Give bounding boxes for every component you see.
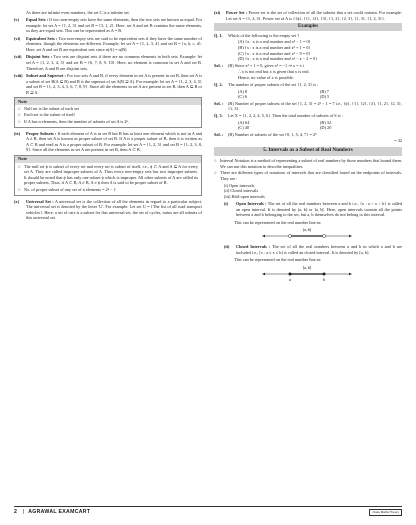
q2-options — [214, 89, 402, 100]
item-text: Power set is the set of collection of all the subsets that a set could contain. For example: Let set A = {1, 2, 3}. Power set of A is {{ϕ}, {1}, {2}, {3}, {1, 2}, {2, 3}, {1, 3}, {1, 2, 3}}. — [226, 10, 403, 21]
option: (D) {x : x is a real number and x² − z − 2 = 0} — [238, 56, 318, 62]
item-title: Equal Sets : — [26, 17, 49, 23]
item-text: If each element of A is in set B but B has at least one element which is not in A and A ≠ B, then set A is known as proper subset of set B. If A is a proper subset of B, then it is written as A ⊂ B and read as A is a proper subset of B. For example: let set A = {1, 2, 3} and set B = {1, 2, 3, 8, 9}. Since all the elements in set A are present in set B, then A ⊂ B. — [26, 130, 202, 153]
section-bullet: ○ There are different types of notations of intervals that are classified based on the endpoints of intervals. They are : — [214, 170, 402, 181]
brand-name: AGRAWAL EXAMCART — [28, 509, 91, 515]
left-column — [14, 10, 202, 223]
item-num: (ii) — [224, 244, 230, 250]
endpoint-label-b: b — [323, 276, 325, 282]
item-num: (xi) — [214, 10, 221, 15]
note-item: ○ No. of proper subset of any set of n elements = 2ⁿ − 1 — [18, 186, 116, 192]
item-title: Disjoint Sets : — [26, 54, 53, 60]
footer-logo: Class Maths Theory — [369, 509, 402, 516]
endpoint-label-a: a — [289, 276, 291, 282]
right-column — [214, 10, 402, 286]
question-2: Q. 2. The number of proper subsets of the set {1, 2, 3} is : — [214, 82, 319, 88]
item-title: Universal Set : — [26, 198, 54, 204]
interval-type: (ii) Closed intervals — [224, 188, 259, 194]
interval-type: (i) Open intervals — [224, 182, 255, 188]
number-line-caption: This can be represented on the real number line as: — [234, 219, 322, 225]
solution-1: Sol. : (B) Since x² + 1 = 0, gives x² = −1 ⇒ x = ± i — [214, 62, 305, 68]
item-disjoint-sets — [14, 54, 202, 71]
note-item: ○ Each set is the subset of itself — [18, 112, 75, 118]
option: (A) 64 — [238, 119, 250, 125]
closed-interval-label: [a, b] — [302, 264, 312, 270]
item-subset-superset — [14, 73, 202, 95]
open-interval-number-line — [262, 227, 352, 241]
open-endpoint-b — [323, 235, 326, 238]
item-text: The set of all the real numbers between a and b i.e., {x : a < x < b} is called an open interval. It is denoted by (a, b) or ]a, b[. Here, open intervals contain all the points between a and b belonging to the set, but a, b themselves do not belong to this interval. — [236, 201, 402, 218]
section-heading: 5. Intervals as a Subset of Real Numbers — [214, 147, 402, 156]
item-title: Subset and Superset : — [26, 72, 66, 78]
note-item: ○ The null set ϕ is subset of every set and every set is subset of itself, i.e., ϕ ⊂ A and A ⊆ A for every set A. They are called improper subsets of A. Thus every non-empty sets has two improper subsets. It should be noted that ϕ has only one subset ϕ which is improper. All other subsets of A are called its proper subsets. Thus, if A ⊂ B, A ≠ B, A ≠ ϕ then A is said to be proper subset of B. — [18, 163, 198, 186]
question-1: Q. 1. Which of the following is the empty set ? — [214, 32, 300, 38]
option: (B) 7 — [320, 88, 329, 94]
item-num: (x) — [14, 198, 20, 204]
solution-3-tail: = 32 — [394, 138, 402, 144]
option: (B) 32 — [320, 119, 332, 125]
question-3: Q. 3. Let X = {1, 2, 3, 4, 5, 6}. Then the total number of subsets of S is : — [214, 113, 343, 118]
option: (D) 20 — [320, 125, 332, 131]
solution-line: ∴ x is not real but x is given that x is real. — [238, 69, 310, 75]
item-text: For two sets A and B, if every element in set A is present in set B, then set A is a subset of set B(A ⊆ B) and B is the superset of set A(B ⊇ A). For example: let set A = {1, 2, 3, 4, 5} and set B = {1, 2, 3, 4, 5, 6, 7, 8, 9}. Since all the elements in set A are present in set B, then A ⊆ B or B ⊇ A. — [26, 72, 203, 95]
number-line-caption: This can be represented on the real number line as: — [234, 257, 322, 263]
solution-2: Sol. : (B) Number of proper subsets of the set {1, 2, 3} = 2³ − 1 = 7 i.e., {ϕ}, {1}, {2}, {3}, {1, 2}, {2, 3}, {1, 3}. — [214, 100, 402, 112]
option: (D) 5 — [320, 94, 330, 100]
solution-1-lines — [214, 69, 402, 80]
page-number: 2 — [14, 509, 17, 515]
item-text: Two non-empty sets are said to be equivalent sets if they have the same number of elements, though the elements are different. Example: let set A = {1, 2, 3, 4} and set B = {a, b, c, d}. Here, set A and set B are equivalent sets since n(A) = n(B) — [26, 35, 203, 52]
option: (B) {x : x is a real number and x² + 1 = 0} — [238, 44, 311, 50]
option: (C) 40 — [238, 125, 250, 131]
option: (A) {x : x is a real number and x² − 1 = 0} — [238, 39, 311, 45]
item-num: (vii) — [14, 54, 22, 60]
option: (A) 8 — [238, 88, 248, 94]
item-equivalent-sets — [14, 36, 202, 53]
closed-endpoint-a — [289, 272, 292, 275]
q1-options — [214, 39, 402, 61]
item-title: Power Set : — [226, 10, 248, 15]
open-endpoint-a — [289, 235, 292, 238]
item-title: Open Intervals : — [236, 201, 267, 207]
item-text: Two sets are disjoint sets if there are no common elements in both sets. Example: let set A = {1, 2, 3, 4, 5} and set B = {6, 7, 8, 9, 10}. Here, no element is common in set A and set B. Therefore, A and B are disjoint sets. — [26, 54, 203, 71]
option: (C) {x : x is a real number and x² − 9 = 0} — [238, 50, 311, 56]
interval-type: (iii) Half-open intervals — [224, 193, 265, 199]
item-title: Equivalent Sets : — [26, 35, 58, 41]
item-equal-sets — [14, 17, 202, 34]
item-open-intervals — [214, 201, 402, 218]
solution-line: Hence, no value of x is possible. — [238, 74, 294, 80]
item-title: Proper Subsets : — [26, 130, 57, 136]
item-num: (vi) — [14, 35, 21, 41]
item-proper-subsets — [14, 131, 202, 153]
item-num: (i) — [224, 201, 229, 207]
item-power-set — [214, 10, 402, 21]
note-item: ○ If A has n elements, then the number of subsets of set A is 2ⁿ. — [18, 118, 129, 124]
section-bullet: ○ Interval Notation is a method of representing a subset of real numbers by those numbers that bound them. We can use this notation to describe inequalities — [214, 158, 402, 169]
page-footer: 2 | AGRAWAL EXAMCART Class Maths Theory — [14, 506, 402, 517]
note-box — [14, 97, 202, 127]
option: (C) 6 — [238, 94, 247, 100]
examples-heading: Examples — [214, 23, 402, 31]
note-box — [14, 155, 202, 196]
closed-endpoint-b — [323, 272, 326, 275]
item-closed-intervals — [214, 244, 402, 255]
note-label: Note — [15, 98, 201, 105]
item-num: (viii) — [14, 72, 23, 78]
item-num: (v) — [14, 17, 20, 23]
item-text: The set of all the real numbers between a and b in which a and b are included i.e., [x : a ≤ x ≤ b] is called an closed interval. It is denoted by [a, b]. — [236, 244, 402, 255]
closed-interval-number-line — [262, 265, 352, 283]
item-title: Closed Intervals : — [236, 244, 271, 250]
item-text: A universal set is the collection of all the elements in regard to a particular subject. The universal set is denoted by the letter 'U'. For example: Let set U = {The list of all road transport vehicles}. Here, a set of cars is a subset for this universal set, the set of cycles, trains are all subsets of this universal set. — [26, 198, 202, 221]
q3-options — [214, 120, 402, 131]
open-interval-label: (a, b) — [302, 227, 312, 233]
interval-types — [214, 183, 402, 200]
note-item: ○ Null set is the subset of each set — [18, 105, 80, 111]
item-num: (ix) — [14, 130, 21, 136]
intro-text: As there are infinite even numbers, the set C is a infinite set. — [26, 10, 130, 15]
solution-3: Sol. : (B) Number of subsets of the set {0, 1, 5, 4, 7} = 2⁵ — [214, 131, 317, 137]
note-label: Note — [15, 156, 201, 163]
item-universal-set — [14, 199, 202, 221]
item-text: If two non-empty sets have the same elements, then the two sets are known as equal. For example: let set A = {1, 2, 3} and set B = {3, 1, 2}. Here, set A and set B contains the same elements, so they are equal sets. This can be represented as A = B. — [26, 17, 203, 34]
